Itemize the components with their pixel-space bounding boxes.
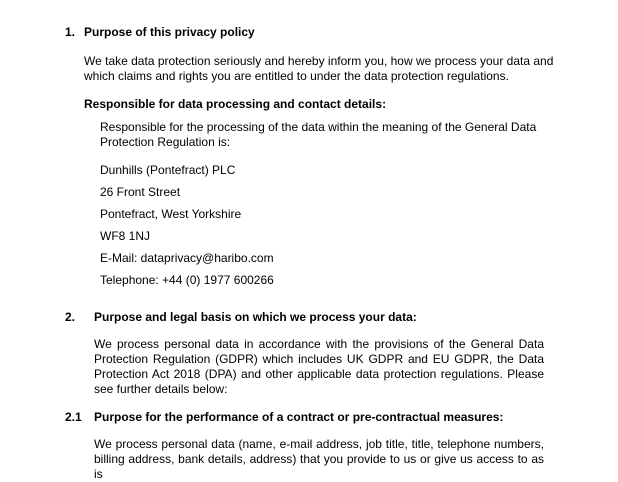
address-company: Dunhills (Pontefract) PLC	[100, 163, 236, 177]
responsible-text: Responsible for the processing of the data within the meaning of the General Data Protection Regulation is:	[100, 120, 537, 149]
section-2-1-number: 2.1	[65, 410, 82, 424]
responsible-heading: Responsible for data processing and contact details:	[84, 97, 387, 111]
section-2-title: Purpose and legal basis on which we process your data:	[94, 310, 417, 324]
section-1-intro: We take data protection seriously and hereby inform you, how we process your data and which claims and rights you are entitled to under the data protection regulations.	[84, 54, 554, 83]
address-email: E-Mail: dataprivacy@haribo.com	[100, 251, 274, 265]
section-2-1-text: We process personal data (name, e-mail address, job title, title, telephone numbers, billing address, bank details, address) that you provide to us or give us access to as is	[94, 437, 544, 481]
section-2-1-title: Purpose for the performance of a contract or pre-contractual measures:	[94, 410, 504, 424]
section-2-text: We process personal data in accordance with the provisions of the General Data Protection Regulation (GDPR) which includes UK GDPR and EU GDPR, the Data Protection Act 2018 (DPA) and other applicable data protection regulations. Please see further details below:	[94, 337, 544, 396]
section-1-title: Purpose of this privacy policy	[84, 25, 255, 39]
address-city: Pontefract, West Yorkshire	[100, 207, 242, 221]
section-1-number: 1.	[65, 25, 76, 39]
address-street: 26 Front Street	[100, 185, 181, 199]
address-telephone: Telephone: +44 (0) 1977 600266	[100, 273, 274, 287]
section-2-number: 2.	[65, 310, 76, 324]
address-postcode: WF8 1NJ	[100, 229, 151, 243]
